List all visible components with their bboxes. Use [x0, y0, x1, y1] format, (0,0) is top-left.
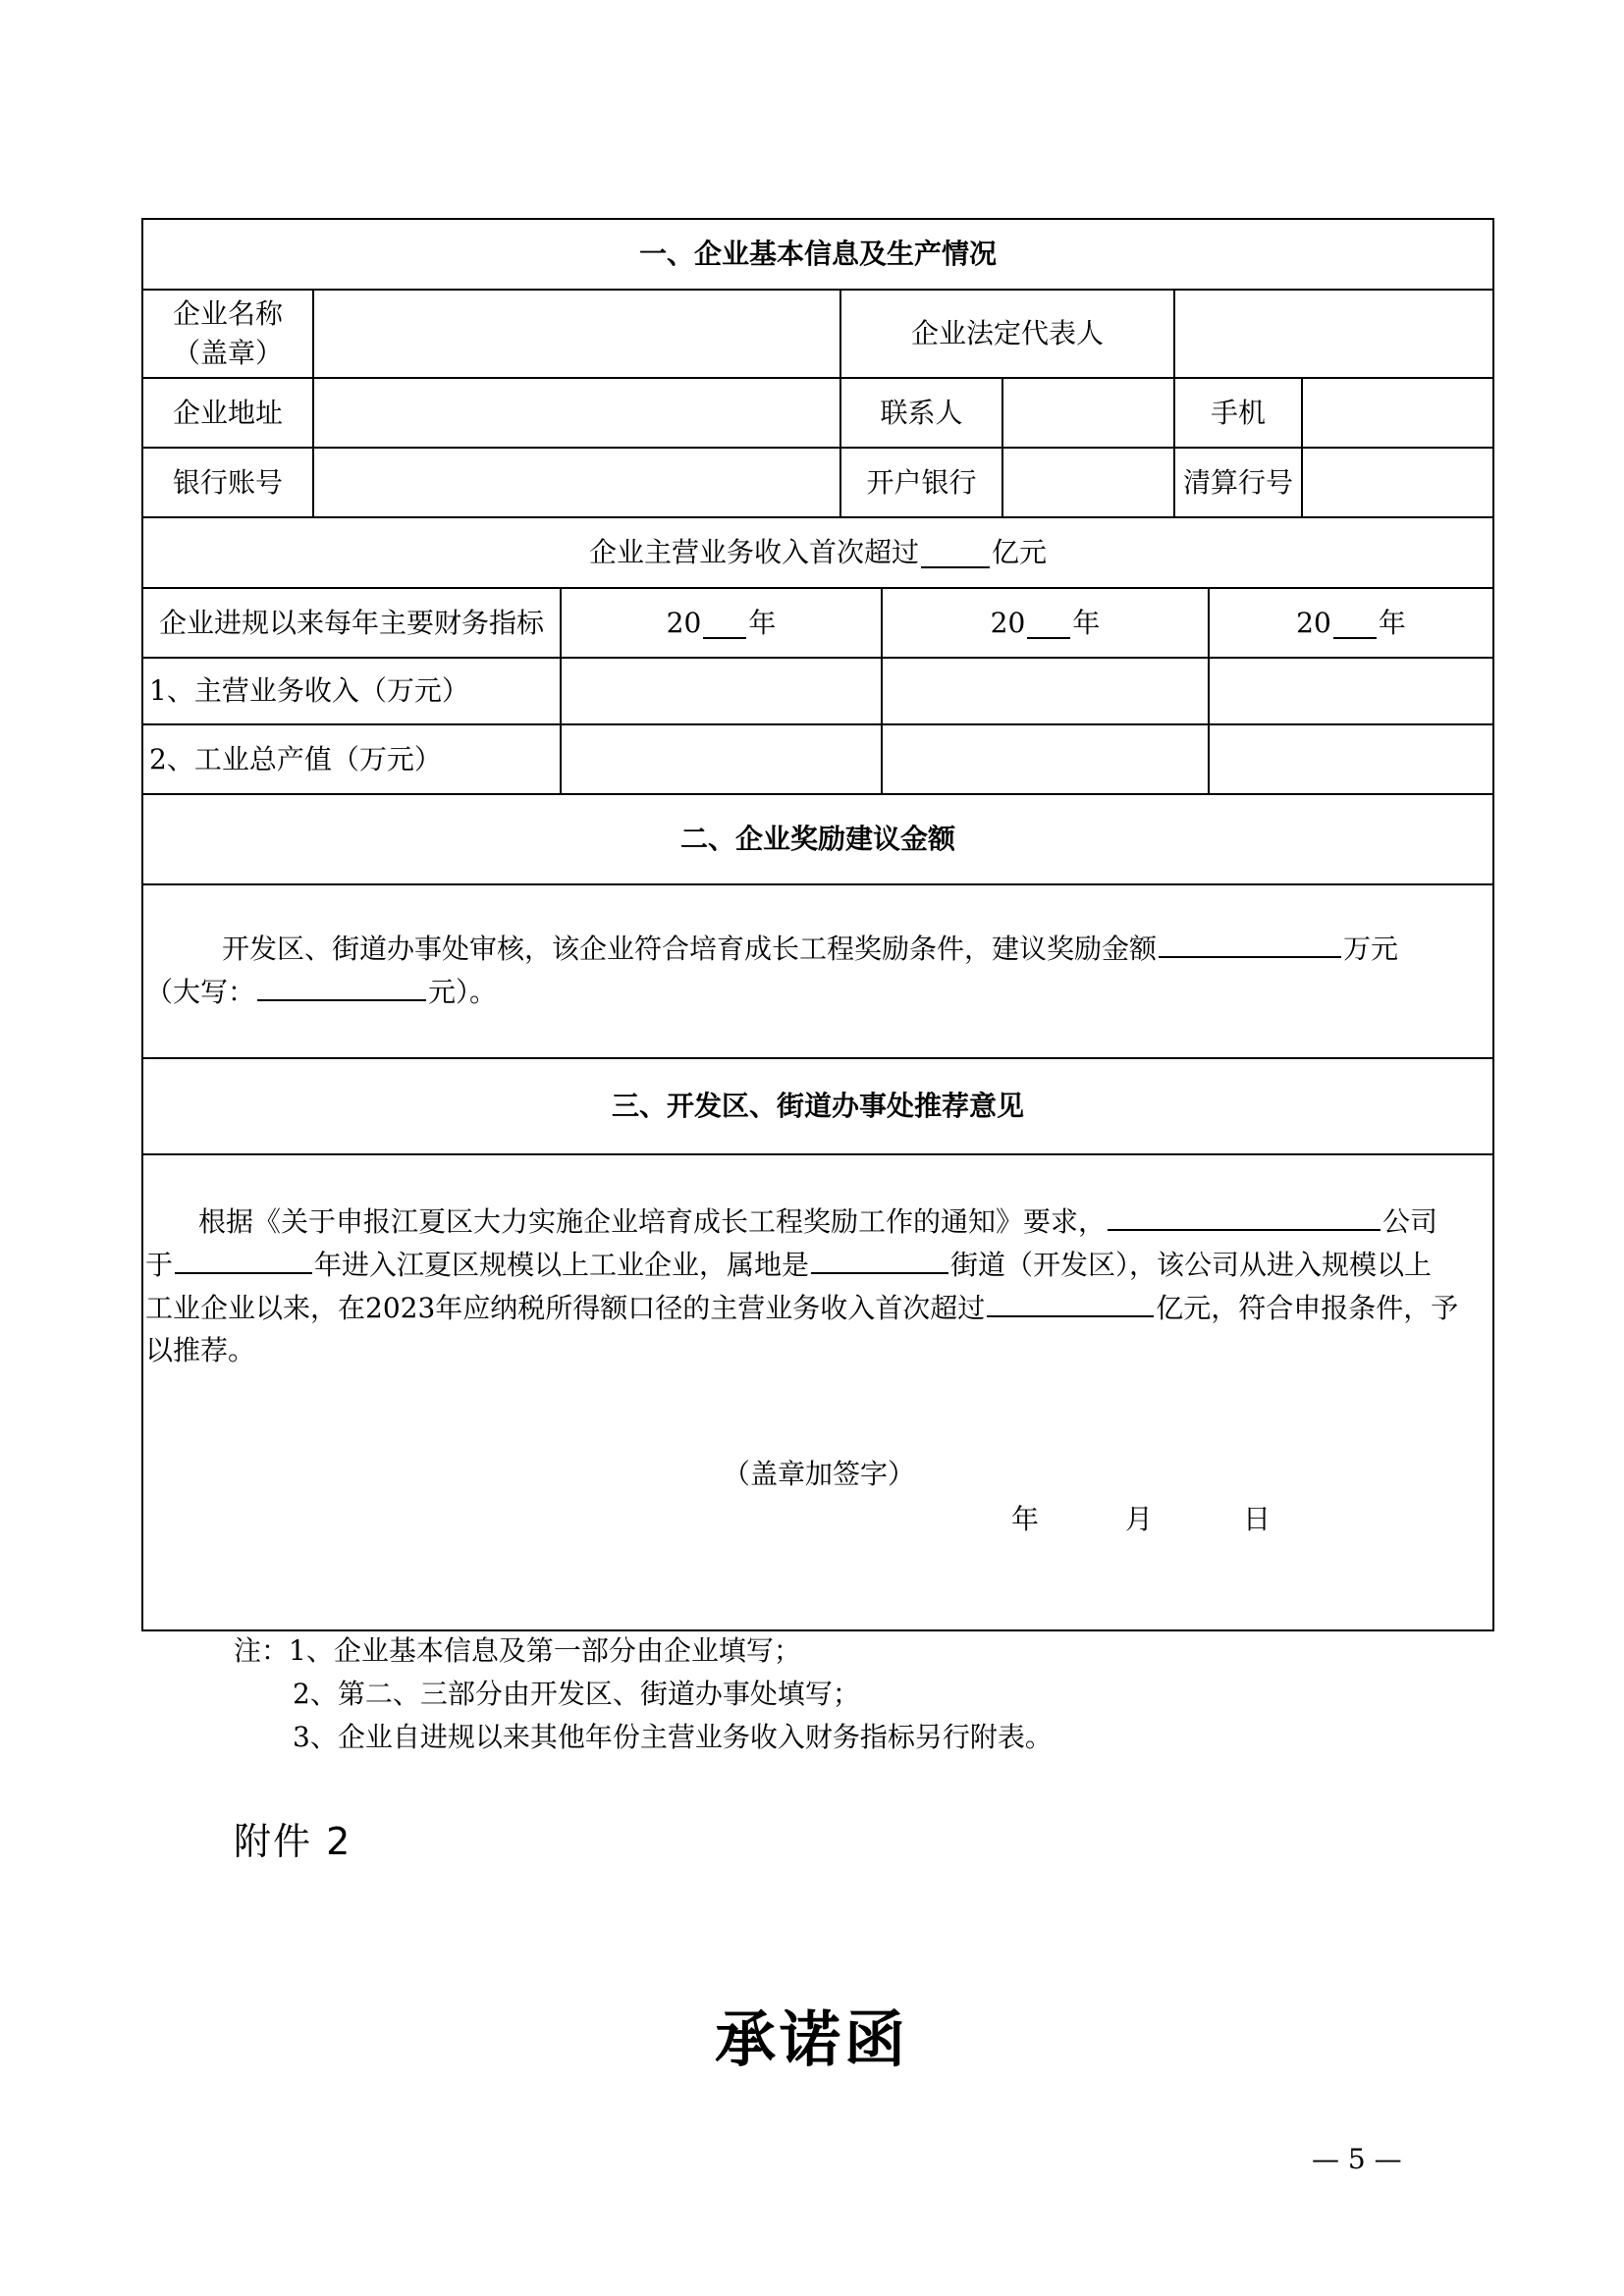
s2-line1	[222, 927, 1398, 971]
year-blank[interactable]	[1333, 608, 1377, 639]
output-value-year1[interactable]	[562, 725, 881, 793]
main-revenue-year3[interactable]	[1210, 659, 1492, 723]
page-number: — 5 —	[1312, 2143, 1402, 2175]
main-revenue-year2[interactable]	[883, 659, 1208, 723]
s3-line2-text-b: 年进入江夏区规模以上工业企业，属地是	[314, 1249, 810, 1281]
date-year: 年	[1011, 1503, 1040, 1535]
output-value-year2[interactable]	[883, 725, 1208, 793]
bank-account-field[interactable]	[314, 449, 839, 516]
year-column-3	[1210, 589, 1492, 657]
entry-year-blank[interactable]	[175, 1243, 312, 1274]
company-name-field[interactable]	[314, 291, 839, 377]
output-value-label: 2、工业总产值（万元）	[149, 742, 442, 775]
section3-title: 三、开发区、街道办事处推荐意见	[611, 1090, 1024, 1122]
note-2: 2、第二、三部分由开发区、街道办事处填写；	[293, 1678, 860, 1710]
company-name-label-line2: （盖章）	[172, 337, 283, 369]
note-3: 3、企业自进规以来其他年份主营业务收入财务指标另行附表。	[293, 1721, 1053, 1753]
output-value-year3[interactable]	[1210, 725, 1492, 793]
year-prefix: 20	[666, 606, 702, 639]
s2-line1-text: 开发区、街道办事处审核，该企业符合培育成长工程奖励条件，建议奖励金额	[222, 933, 1158, 965]
date-day: 日	[1243, 1503, 1272, 1535]
bank-label: 开户银行	[866, 465, 977, 499]
s3-line1	[198, 1200, 1437, 1244]
reward-amount-capital-blank[interactable]	[257, 970, 426, 1001]
attachment-label: 附件 2	[234, 1820, 352, 1863]
s2-line1-unit: 万元	[1343, 933, 1399, 965]
clearing-no-field[interactable]	[1303, 449, 1492, 516]
revenue-threshold-blank[interactable]	[921, 537, 990, 568]
year-prefix: 20	[1296, 606, 1331, 639]
table-line	[141, 883, 1494, 885]
company-name-label	[143, 291, 312, 377]
year-prefix: 20	[990, 606, 1026, 639]
s3-line2	[145, 1243, 1432, 1287]
table-border-right	[1492, 218, 1494, 1631]
address-label: 企业地址	[172, 396, 283, 429]
s3-line2-text-a: 于	[145, 1249, 174, 1281]
year-column-1	[562, 589, 881, 657]
reward-amount-blank[interactable]	[1159, 927, 1341, 958]
s2-line2-text: （大写：	[145, 976, 256, 1008]
revenue-billion-blank[interactable]	[987, 1286, 1154, 1317]
bank-account-label: 银行账号	[172, 465, 283, 499]
s3-line3-text: 工业企业以来，在2023年应纳税所得额口径的主营业务收入首次超过	[145, 1292, 986, 1324]
bank-field[interactable]	[1003, 449, 1173, 516]
year-suffix: 年	[1072, 606, 1101, 639]
contact-field[interactable]	[1003, 379, 1173, 447]
letter-title: 承诺函	[714, 2003, 909, 2075]
year-blank[interactable]	[1027, 608, 1070, 639]
legal-rep-field[interactable]	[1175, 291, 1492, 377]
s2-line2	[145, 970, 497, 1014]
year-column-2	[883, 589, 1208, 657]
s3-line2-text-c: 街道（开发区），该公司从进入规模以上	[950, 1249, 1433, 1281]
table-line	[141, 1153, 1494, 1155]
mobile-label: 手机	[1210, 396, 1266, 429]
finance-header-label: 企业进规以来每年主要财务指标	[158, 606, 544, 639]
s2-line2-end: 元）。	[428, 976, 498, 1008]
s3-line3	[145, 1286, 1458, 1330]
company-blank[interactable]	[1108, 1200, 1380, 1231]
mobile-field[interactable]	[1303, 379, 1492, 447]
contact-label: 联系人	[880, 396, 963, 429]
s3-line3-end: 亿元，符合申报条件，予	[1156, 1292, 1459, 1324]
year-suffix: 年	[748, 606, 777, 639]
s3-line4: 以推荐。	[145, 1334, 256, 1366]
company-name-label-line1: 企业名称	[172, 297, 283, 330]
street-blank[interactable]	[811, 1243, 948, 1274]
revenue-prefix: 企业主营业务收入首次超过	[588, 536, 919, 568]
address-field[interactable]	[314, 379, 839, 447]
main-revenue-label: 1、主营业务收入（万元）	[149, 674, 469, 707]
s3-line1-text: 根据《关于申报江夏区大力实施企业培育成长工程奖励工作的通知》要求，	[198, 1205, 1107, 1238]
revenue-suffix: 亿元	[992, 536, 1048, 568]
section2-title: 二、企业奖励建议金额	[679, 823, 955, 855]
clearing-no-label: 清算行号	[1182, 465, 1293, 499]
s3-line1-end: 公司	[1382, 1205, 1438, 1238]
revenue-threshold-row	[143, 518, 1492, 587]
seal-signature-label: （盖章加签字）	[723, 1458, 916, 1490]
note-1: 注：1、企业基本信息及第一部分由企业填写；	[234, 1634, 801, 1667]
section1-title: 一、企业基本信息及生产情况	[638, 238, 997, 270]
main-revenue-year1[interactable]	[562, 659, 881, 723]
year-suffix: 年	[1378, 606, 1406, 639]
date-month: 月	[1125, 1503, 1154, 1535]
year-blank[interactable]	[703, 608, 746, 639]
legal-rep-label: 企业法定代表人	[910, 317, 1104, 349]
